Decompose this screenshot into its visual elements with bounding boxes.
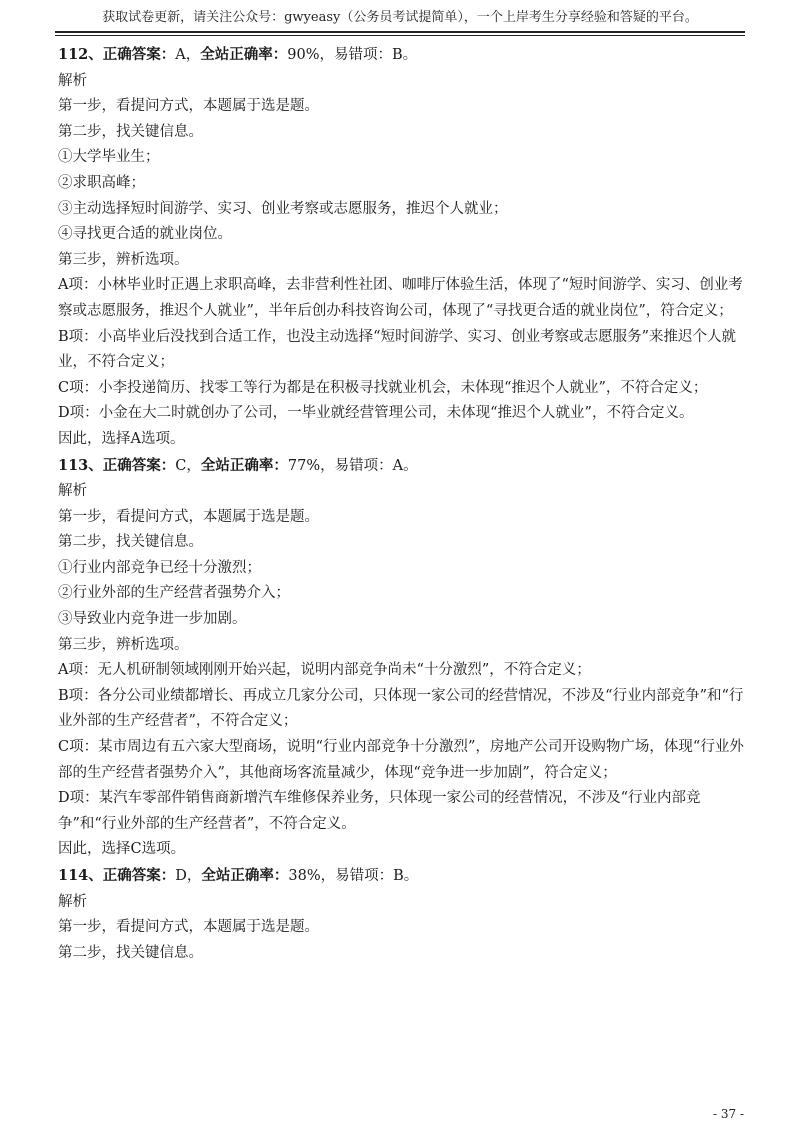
header-divider — [55, 31, 745, 33]
question-number: 114、 — [58, 867, 103, 884]
answer-label: 正确答案： — [102, 867, 176, 884]
text-line: ②行业外部的生产经营者强势介入； — [58, 585, 290, 602]
text-line: ①行业内部竞争已经十分激烈； — [58, 559, 261, 576]
wrong-option: A。 — [392, 457, 418, 474]
correct-answer: D， — [175, 868, 202, 884]
question-block-114 — [58, 863, 744, 966]
answer-line — [58, 42, 744, 69]
text-line: ③主动选择短时间游学、实习、创业考察或志愿服务，推迟个人就业； — [58, 200, 508, 217]
wrong-label: 易错项： — [334, 457, 393, 474]
text-line: B项：各分公司业绩都增长、再成立几家分公司，只体现一家公司的经营情况，不涉及“行业内部竞争”和“行业外部的生产经营者”，不符合定义； — [58, 687, 744, 730]
correct-answer: A， — [175, 47, 201, 63]
question-number: 112、 — [58, 46, 103, 63]
wrong-option: B。 — [392, 47, 418, 63]
text-line: ④寻找更合适的就业岗位。 — [58, 226, 232, 243]
text-line: 第二步，找关键信息。 — [58, 534, 203, 551]
document-body — [58, 42, 744, 966]
correct-rate: 90%， — [287, 47, 334, 63]
question-number: 113、 — [58, 456, 103, 474]
answer-label: 正确答案： — [102, 456, 176, 474]
wrong-option: B。 — [393, 868, 419, 884]
text-line: 因此，选择C选项。 — [58, 841, 186, 858]
text-line: ①大学毕业生； — [58, 149, 160, 166]
question-block-112 — [58, 42, 744, 453]
header-divider-thin — [55, 35, 745, 36]
page-header: 获取试卷更新，请关注公众号：gwyeasy（公务员考试提简单），一个上岸考生分享经验和答疑的平台。 — [102, 10, 698, 25]
text-line: D项：某汽车零部件销售商新增汽车维修保养业务，只体现一家公司的经营情况，不涉及“行业内部竞争”和“行业外部的生产经营者”，不符合定义。 — [58, 790, 701, 832]
correct-answer: C， — [175, 457, 201, 474]
text-line: ③导致业内竞争进一步加剧。 — [58, 611, 247, 628]
answer-line — [58, 863, 744, 890]
question-block-113 — [58, 453, 744, 864]
text-line: 解析 — [58, 483, 87, 500]
text-line: 第三步，辨析选项。 — [58, 251, 189, 268]
text-line: 解析 — [58, 893, 87, 910]
text-line: C项：小李投递简历、找零工等行为都是在积极寻找就业机会，未体现“推迟个人就业”，不符合定义； — [58, 379, 708, 396]
text-line: 第一步，看提问方式，本题属于选是题。 — [58, 98, 319, 115]
correct-rate: 77%， — [287, 457, 335, 474]
text-line: 第二步，找关键信息。 — [58, 123, 203, 140]
rate-label: 全站正确率： — [201, 867, 289, 884]
text-line: A项：无人机研制领域刚刚开始兴起，说明内部竞争尚未“十分激烈”，不符合定义； — [58, 662, 591, 679]
wrong-label: 易错项： — [335, 868, 394, 884]
text-line: 第一步，看提问方式，本题属于选是题。 — [58, 919, 319, 936]
rate-label: 全站正确率： — [200, 46, 288, 63]
text-line: A项：小林毕业时正遇上求职高峰，去非营利性社团、咖啡厅体验生活，体现了“短时间游学、实习、创业考察或志愿服务，推迟个人就业”，半年后创办科技咨询公司，体现了“寻找更合适的就业岗位”，符合定义； — [58, 277, 743, 319]
text-line: 解析 — [58, 72, 87, 89]
text-line: 第三步，辨析选项。 — [58, 636, 189, 653]
text-line: 第二步，找关键信息。 — [58, 944, 203, 961]
text-line: B项：小高毕业后没找到合适工作，也没主动选择“短时间游学、实习、创业考察或志愿服务”来推迟个人就业，不符合定义； — [58, 328, 736, 371]
text-line: 第一步，看提问方式，本题属于选是题。 — [58, 508, 319, 525]
rate-label: 全站正确率： — [200, 456, 288, 474]
wrong-label: 易错项： — [334, 47, 392, 63]
answer-line — [58, 453, 744, 480]
text-line: D项：小金在大二时就创办了公司，一毕业就经营管理公司，未体现“推迟个人就业”，不符合定义。 — [58, 405, 694, 422]
answer-label: 正确答案： — [102, 46, 176, 63]
text-line: 因此，选择A选项。 — [58, 430, 185, 447]
text-line: C项：某市周边有五六家大型商场，说明“行业内部竞争十分激烈”，房地产公司开设购物广场，体现“行业外部的生产经营者强势介入”，其他商场客流量减少，体现“竞争进一步加剧”，符合定义； — [58, 739, 744, 781]
page-number: - 37 - — [712, 1107, 744, 1121]
text-line: ②求职高峰； — [58, 174, 145, 191]
correct-rate: 38%， — [288, 868, 336, 884]
